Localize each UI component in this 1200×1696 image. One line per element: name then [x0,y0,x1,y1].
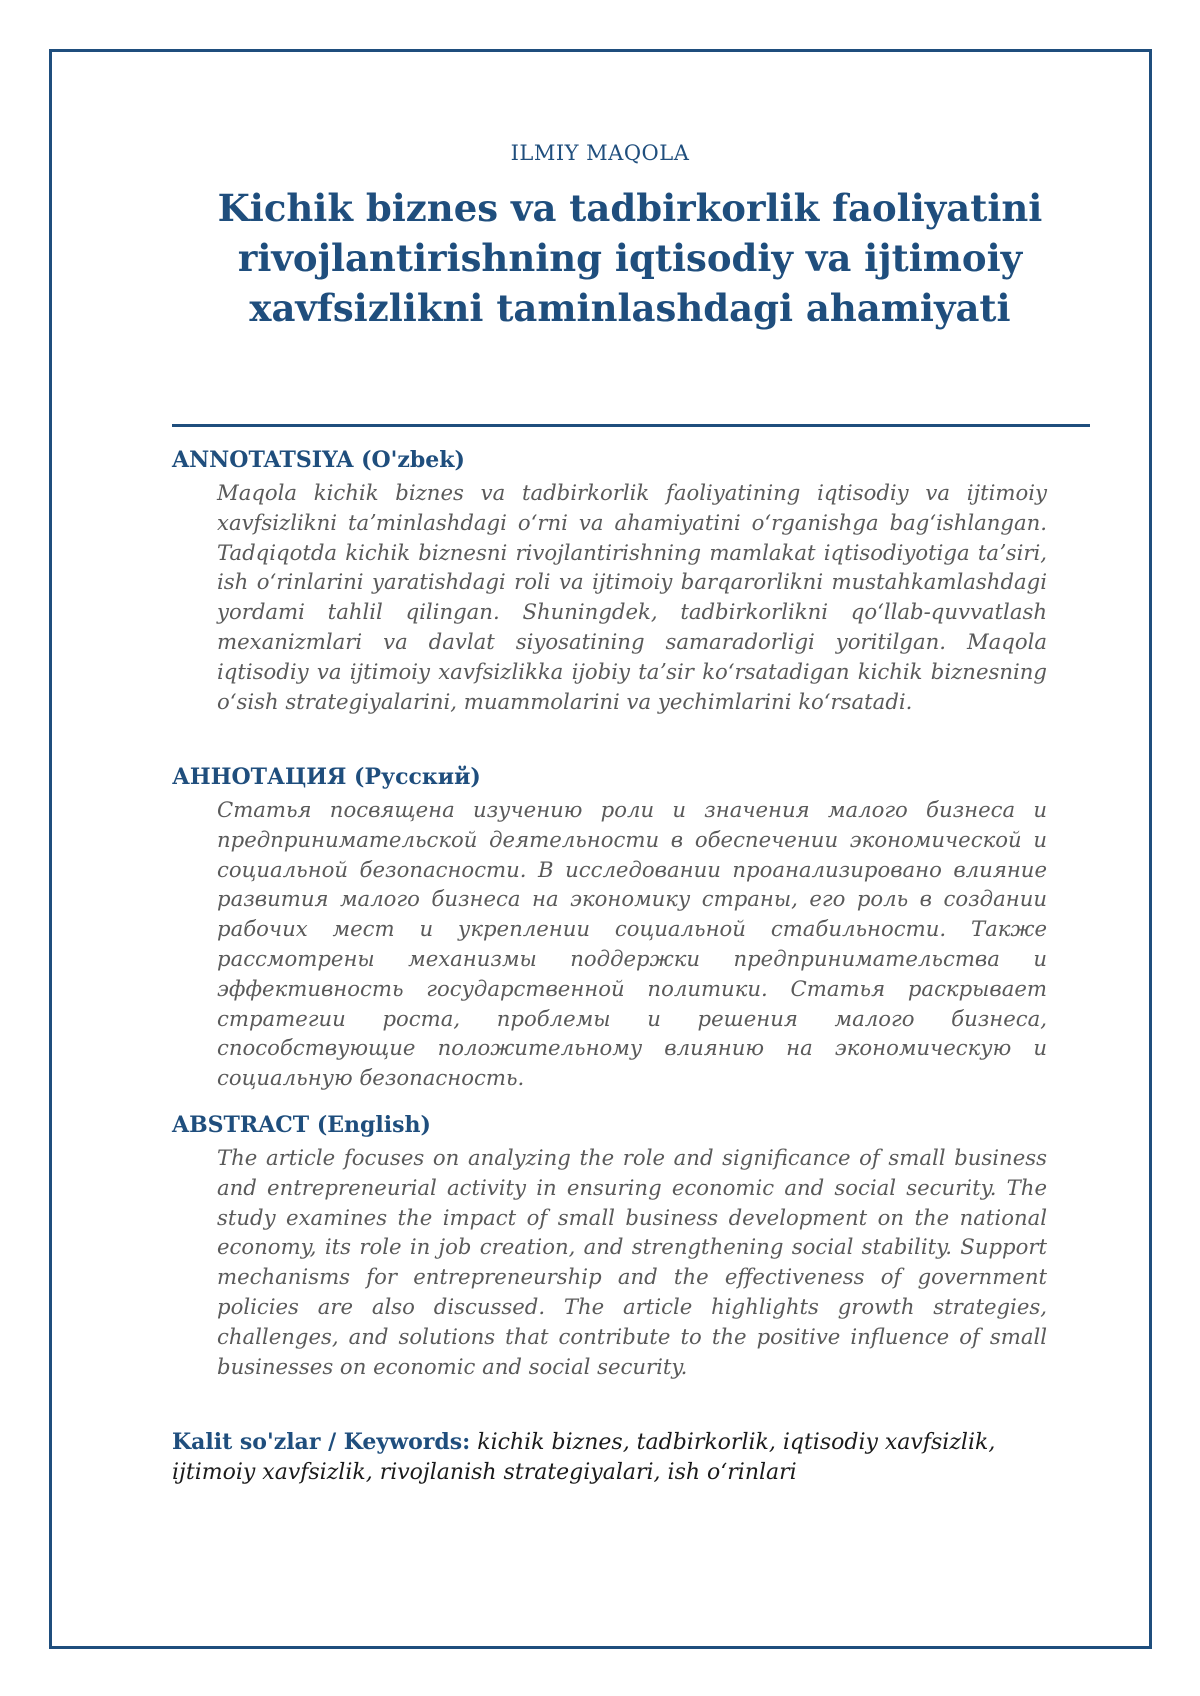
abstract-uz-heading: ANNOTATSIYA (O'zbek) [172,447,465,473]
abstract-en-text: The article focuses on analyzing the role and significance of small business and entrepreneurial activity in ensuring economic and social security. The study examines the impact of small business development on the national economy, its role in job creation, and strengthening social stability. Support mechanisms for entrepreneurship and the effectiveness of government policies are also discussed. The article highlights growth strategies, challenges, and solutions that contribute to the positive influence of small businesses on economic and social security. [217,1145,1047,1379]
abstract-uz-text: Maqola kichik biznes va tadbirkorlik faoliyatining iqtisodiy va ijtimoiy xavfsizlikni taʼminlashdagi oʻrni va ahamiyatini oʻrganishga bagʻishlangan. Tadqiqotda kichik biznesni rivojlantirishning mamlakat iqtisodiyotiga taʼsiri, ish oʻrinlarini yaratishdagi roli va ijtimoiy barqarorlikni mustahkamlashdagi yordami tahlil qilingan. Shuningdek, tadbirkorlikni qoʻllab-quvvatlash mexanizmlari va davlat siyosatining samaradorligi yoritilgan. Maqola iqtisodiy va ijtimoiy xavfsizlikka ijobiy taʼsir koʻrsatadigan kichik biznesning oʻsish strategiyalarini, muammolarini va yechimlarini koʻrsatadi. [217,480,1047,714]
article-title: Kichik biznes va tadbirkorlik faoliyatini rivojlantirishning iqtisodiy va ijtimoiy xavfsizlikni taminlashdagi ahamiyati [217,186,1043,330]
keywords-values: kichik biznes, tadbirkorlik, iqtisodiy xavfsizlik, ijtimoiy xavfsizlik, rivojlanish strategiyalari, ish oʻrinlari [172,1430,996,1485]
abstract-en-heading: ABSTRACT (English) [172,1112,431,1138]
title-divider [172,424,1090,427]
abstract-ru-text: Статья посвящена изучению роли и значения малого бизнеса и предпринимательской деятельности в обеспечении экономической и социальной безопасности. В исследовании проанализировано влияние развития малого бизнеса на экономику страны, его роль в создании рабочих мест и укреплении социальной стабильности. Также рассмотрены механизмы поддержки предпринимательства и эффективность государственной политики. Статья раскрывает стратегии роста, проблемы и решения малого бизнеса, способствующие положительному влиянию на экономическую и социальную безопасность. [217,797,1047,1091]
keywords-label: Kalit so'zlar / Keywords: [172,1429,471,1455]
article-type-label: ILMIY MAQOLA [510,141,690,165]
abstract-ru-heading: АННОТАЦИЯ (Русский) [172,764,481,790]
keywords-block [172,1427,1072,1488]
